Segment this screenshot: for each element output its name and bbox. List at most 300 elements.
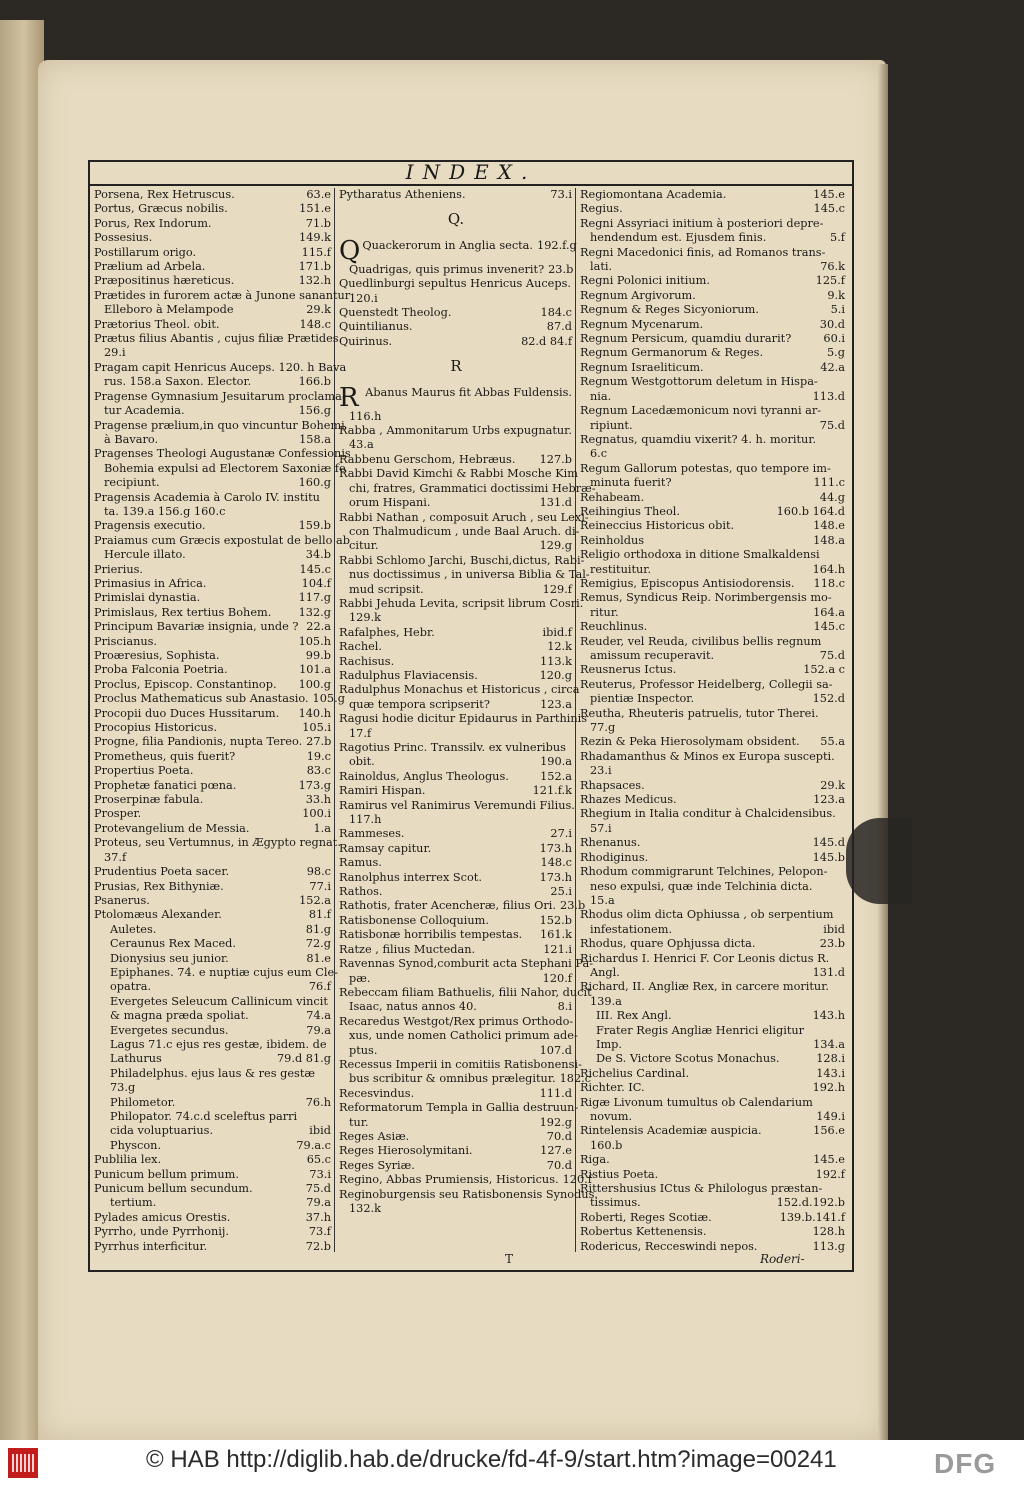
index-column-3 [578, 188, 848, 1252]
entry-text: Publilia lex. [94, 1153, 162, 1167]
index-entry [92, 519, 334, 533]
index-entry [578, 318, 848, 332]
entry-text: Hercule illato. [104, 548, 186, 562]
initial-letter: R [339, 382, 359, 413]
entry-reference: 29.k [306, 303, 331, 317]
entry-reference: 132.h [298, 274, 331, 288]
entry-text: Proba Falconia Poetria. [94, 663, 228, 677]
entry-text: lati. [590, 260, 613, 274]
entry-text: Reineccius Historicus obit. [580, 519, 735, 533]
entry-text: Regum Gallorum potestas, quo tempore im- [580, 461, 831, 475]
entry-reference: 27.i [550, 827, 572, 841]
entry-reference: 159.b [298, 519, 331, 533]
entry-text: novum. [590, 1110, 633, 1123]
entry-text: Reutha, Rheuteris patruelis, tutor Therei. [580, 706, 819, 720]
index-entry [578, 1096, 848, 1110]
index-entry [578, 1024, 848, 1038]
index-entry [337, 683, 580, 697]
entry-text: Rachisus. [339, 654, 395, 668]
index-entry [337, 292, 575, 306]
index-entry [578, 188, 848, 202]
index-entry [578, 419, 848, 433]
entry-reference: ibid [823, 922, 845, 936]
entry-reference: 128.h [812, 1225, 845, 1239]
index-entry [578, 764, 848, 778]
index-entry [337, 510, 589, 525]
index-entry [337, 1072, 592, 1086]
entry-text: Regnum Westgottorum deletum in Hispa- [580, 375, 818, 389]
entry-text: Propertius Poeta. [94, 764, 194, 778]
entry-reference: 5.f [830, 231, 845, 245]
entry-text: Rhapsaces. [580, 778, 645, 792]
index-entry [337, 842, 575, 856]
index-entry [337, 770, 575, 784]
entry-reference: 121.i [543, 942, 572, 956]
index-entry [92, 894, 334, 908]
entry-text: 57.i [590, 821, 612, 835]
entry-reference: 71.b [305, 216, 331, 230]
index-entry [578, 534, 848, 548]
catchword: Roderi- [760, 1252, 805, 1266]
entry-reference: 125.f [815, 274, 845, 288]
entry-text: quæ tempora scripserit? [349, 697, 490, 711]
index-entry [337, 583, 575, 597]
entry-text: Regius. [580, 202, 623, 216]
entry-reference: 127.b [539, 452, 572, 466]
entry-reference: 105.h [298, 634, 331, 648]
index-entry [92, 1096, 334, 1110]
footer-copyright-link[interactable]: © HAB http://diglib.hab.de/drucke/fd-4f-9/start.htm?image=00241 [146, 1446, 837, 1473]
index-entry [578, 937, 848, 951]
entry-reference: 160.b 164.d [776, 504, 845, 518]
index-entry [92, 1067, 334, 1081]
index-entry [337, 524, 580, 539]
index-entry [92, 807, 334, 821]
index-entry [92, 1182, 334, 1196]
entry-reference: 121.f.k [532, 784, 572, 798]
index-entry [578, 505, 848, 519]
entry-text: Rainoldus, Anglus Theologus. [339, 769, 509, 783]
entry-text: 43.a [349, 438, 374, 452]
index-entry [92, 188, 334, 202]
entry-text: mud scripsit. [349, 582, 424, 596]
entry-text: ritur. [590, 605, 619, 619]
index-entry [92, 692, 345, 706]
entry-reference: 73.i [309, 1167, 331, 1181]
index-entry [337, 306, 575, 320]
entry-text: Rachel. [339, 640, 382, 654]
entry-text: Rhodiginus. [580, 850, 649, 864]
entry-text: 160.b [590, 1138, 623, 1152]
entry-reference: 8.i [557, 1000, 572, 1014]
entry-text: Rhegium in Italia conditur à Chalcidensibus. [580, 807, 836, 821]
entry-reference: 81.g [305, 922, 331, 936]
entry-reference: 81.f [308, 908, 331, 922]
index-entry [337, 1202, 575, 1216]
entry-text: Reformatorum Templa in Gallia destruun- [339, 1101, 579, 1115]
entry-reference: 152.a [540, 769, 572, 783]
entry-text: Reges Asiæ. [339, 1129, 410, 1143]
entry-text: Procopii duo Duces Hussitarum. [94, 706, 280, 720]
entry-reference: 145.b [812, 850, 845, 864]
entry-reference: 152.d [812, 692, 845, 706]
entry-reference: 173.h [539, 870, 572, 884]
index-entry [337, 539, 575, 553]
entry-reference: 145.c [813, 620, 845, 634]
index-entry [337, 1029, 578, 1043]
index-entry [337, 899, 586, 913]
entry-reference: 1.a [313, 821, 331, 835]
index-entry [337, 698, 575, 712]
entry-reference: 152.a [299, 893, 331, 907]
entry-reference: 63.e [306, 188, 331, 201]
entry-text: Regnum Persicum, quamdiu durarit? [580, 332, 792, 346]
index-entry [578, 1081, 848, 1095]
entry-text: Dionysius seu junior. [110, 951, 229, 965]
index-entry [578, 692, 848, 706]
entry-reference: 73.i [550, 188, 572, 201]
index-entry [578, 822, 848, 836]
entry-text: Rabbi Nathan , composuit Aruch , seu Lexi- [339, 510, 589, 524]
entry-reference: 77.i [309, 879, 331, 893]
entry-text: Ceraunus Rex Maced. [110, 937, 236, 951]
entry-text: Religio orthodoxa in ditione Smalkaldensi [580, 548, 820, 562]
entry-text: Physcon. [110, 1138, 162, 1152]
entry-reference: 111.c [813, 476, 845, 490]
entry-text: 17.f [349, 726, 372, 740]
entry-text: ta. 139.a 156.g 160.c [104, 504, 226, 518]
entry-text: minuta fuerit? [590, 476, 672, 490]
entry-reference: 19.c [306, 749, 331, 763]
entry-text: rus. 158.a Saxon. Elector. [104, 375, 252, 389]
entry-text: Procopius Historicus. [94, 721, 218, 735]
index-entry [92, 447, 351, 461]
entry-reference: 171.b [298, 260, 331, 274]
entry-text: xus, unde nomen Catholici primum ade- [349, 1029, 578, 1043]
entry-reference: 156.g [298, 404, 331, 418]
entry-reference: 115.f [301, 245, 331, 259]
index-entry [337, 669, 575, 683]
entry-reference: 22.a [306, 620, 331, 634]
entry-text: Possesius. [94, 231, 153, 245]
entry-text: 37.f [104, 850, 127, 864]
entry-text: Reinholdus [580, 533, 645, 547]
entry-reference: 139.b.141.f [779, 1210, 845, 1224]
index-entry [92, 591, 334, 605]
entry-text: Rhodus olim dicta Ophiussa , ob serpentium [580, 908, 834, 922]
entry-text: 116.h [349, 409, 382, 423]
entry-text: Rezin & Peka Hierosolymam obsident. [580, 735, 800, 749]
index-entry [578, 923, 848, 937]
entry-text: 139.a [590, 994, 622, 1008]
entry-text: Regnum Israeliticum. [580, 360, 704, 374]
entry-text: Ramiri Hispan. [339, 784, 426, 798]
entry-reference: 70.d [546, 1158, 572, 1172]
entry-reference: 148.a [813, 533, 845, 547]
entry-reference: 79.a [306, 1196, 331, 1210]
entry-text: Prophetæ fanatici pœna. [94, 778, 237, 792]
entry-text: Proæresius, Sophista. [94, 649, 220, 662]
index-entry [337, 188, 575, 202]
index-entry [92, 1168, 334, 1182]
entry-text: Regino, Abbas Prumiensis, Historicus. [339, 1173, 559, 1187]
index-entry [92, 735, 334, 749]
entry-text: Evergetes secundus. [110, 1023, 229, 1037]
index-entry [337, 438, 575, 452]
entry-reference: 120.f [562, 1173, 592, 1187]
footer-bar [0, 1440, 1024, 1486]
index-entry [337, 1187, 598, 1202]
entry-reference: 74.a [306, 1009, 331, 1023]
entry-text: Reusnerus Ictus. [580, 663, 677, 677]
index-entry [337, 957, 594, 971]
entry-text: 6.c [590, 447, 608, 461]
index-entry [578, 217, 848, 231]
entry-text: nia. [590, 389, 612, 403]
entry-reference: 87.d [546, 320, 572, 334]
index-entry [578, 807, 848, 821]
entry-reference: 160.g [298, 476, 331, 490]
entry-reference: 29.k [820, 778, 845, 792]
entry-text: 15.a [590, 893, 615, 907]
index-entry [578, 202, 848, 216]
entry-text: Præpositinus hæreticus. [94, 274, 235, 288]
index-entry [92, 649, 334, 663]
entry-reference: 161.k [540, 928, 572, 942]
entry-text: Principum Bavariæ insignia, unde ? [94, 620, 299, 634]
index-entry [578, 274, 848, 288]
entry-reference: 166.b [298, 375, 331, 389]
index-entry [92, 865, 334, 879]
index-entry [92, 246, 334, 260]
index-entry [92, 995, 334, 1009]
entry-text: Ramirus vel Ranimirus Veremundi Filius. [339, 798, 575, 812]
entry-reference: 152.b [539, 913, 572, 927]
entry-text: 23.i [590, 764, 612, 778]
entry-text: Bohemia expulsi ad Electorem Saxoniæ fe [104, 461, 346, 475]
entry-text: Ptolomæus Alexander. [94, 908, 222, 922]
entry-reference: 192.f.g [537, 238, 577, 252]
entry-reference: 148.e [813, 519, 845, 533]
dfg-logo: DFG [934, 1448, 997, 1479]
index-entry [92, 404, 334, 418]
entry-text: Prosper. [94, 807, 142, 821]
entry-text: Ramsay capitur. [339, 841, 432, 855]
page-edge [878, 64, 888, 1440]
entry-text: Frater Regis Angliæ Henrici eligitur [596, 1023, 805, 1037]
entry-text: Riga. [580, 1153, 610, 1167]
entry-reference: 129.g [539, 539, 572, 553]
entry-text: 73.g [110, 1081, 136, 1095]
index-entry [92, 548, 334, 562]
entry-reference: 65.c [306, 1153, 331, 1167]
entry-reference: 145.c [299, 562, 331, 576]
index-entry [578, 620, 848, 634]
entry-text: Progne, filia Pandionis, nupta Tereo. [94, 735, 303, 749]
index-entry [92, 1196, 334, 1210]
index-entry [92, 980, 334, 994]
entry-text: Richard, II. Angliæ Rex, in carcere moritur. [580, 980, 829, 994]
index-entry [337, 568, 590, 582]
index-entry [578, 1038, 848, 1052]
entry-text: Rhodus, quare Ophjussa dicta. [580, 937, 756, 951]
index-entry [578, 966, 848, 980]
entry-reference: 173.g [298, 778, 331, 792]
entry-text: Philometor. [110, 1095, 176, 1109]
entry-text: Recesvindus. [339, 1086, 415, 1100]
index-entry [578, 476, 848, 490]
index-entry [337, 813, 575, 827]
index-entry [578, 894, 848, 908]
index-entry [92, 1110, 334, 1124]
entry-reference: 5.i [830, 303, 845, 317]
entry-text: amissum recuperavit. [590, 649, 715, 662]
index-entry [337, 799, 575, 813]
index-entry [578, 577, 848, 591]
index-entry [92, 375, 334, 389]
entry-text: Prætus filius Abantis , cujus filiæ Prætides. [94, 332, 343, 346]
entry-text: Ranolphus interrex Scot. [339, 870, 482, 884]
entry-text: Radulphus Flaviacensis. [339, 668, 478, 682]
index-entry [92, 303, 334, 317]
index-entry [92, 1225, 334, 1239]
index-entry [337, 1144, 575, 1158]
index-entry [578, 491, 848, 505]
entry-reference: 23.b [548, 262, 574, 276]
entry-reference: 12.k [547, 640, 572, 654]
index-entry [92, 389, 346, 404]
index-entry [337, 320, 575, 334]
entry-text: hendendum est. Ejusdem finis. [590, 231, 767, 245]
index-entry [337, 727, 575, 741]
entry-text: Rigæ Livonum tumultus ob Calendarium [580, 1095, 813, 1109]
index-entry [578, 880, 848, 894]
index-entry [578, 707, 848, 721]
entry-text: pæ. [349, 971, 371, 985]
index-entry [92, 678, 334, 692]
section-letter: R [450, 357, 462, 376]
entry-text: Rintelensis Academiæ auspicia. [580, 1124, 762, 1138]
index-entry [578, 1240, 848, 1254]
entry-reference: 192.g [539, 1115, 572, 1129]
entry-text: Richter. IC. [580, 1081, 645, 1095]
entry-text: Quintilianus. [339, 320, 413, 334]
entry-reference: 128.i [816, 1052, 845, 1066]
entry-text: Quackerorum in Anglia secta. [362, 238, 534, 252]
entry-text: Abanus Maurus fit Abbas Fuldensis. [365, 385, 572, 399]
index-entry [92, 202, 334, 216]
entry-reference: 30.d [819, 317, 845, 331]
entry-text: Regnum Argivorum. [580, 288, 696, 302]
index-entry [92, 793, 334, 807]
index-entry [92, 1024, 334, 1038]
entry-text: Reuder, vel Reuda, civilibus bellis regnum [580, 634, 822, 648]
entry-reference: 23.b [819, 937, 845, 951]
entry-text: Pylades amicus Orestis. [94, 1210, 231, 1224]
signature-mark: T [505, 1252, 514, 1266]
index-entry [337, 856, 575, 870]
entry-text: cida voluptuarius. [110, 1124, 214, 1138]
index-entry [92, 822, 334, 836]
entry-text: Auletes. [110, 922, 157, 936]
entry-text: Rhodum commigrarunt Telchines, Pelopon- [580, 865, 828, 879]
index-entry [92, 433, 334, 447]
entry-text: Rhadamanthus & Minos ex Europa suscepti. [580, 749, 835, 763]
entry-text: Pragense prælium,in quo vincuntur Bohemi [94, 418, 345, 432]
entry-text: Reihingius Theol. [580, 504, 680, 518]
entry-reference: 113.k [540, 654, 572, 668]
entry-reference: 190.a [540, 755, 572, 769]
index-entry [578, 447, 848, 461]
entry-text: Rabbi Jehuda Levita, scripsit librum Cosri. [339, 596, 584, 610]
entry-reference: 120.g [539, 668, 572, 682]
entry-text: Protevangelium de Messia. [94, 821, 250, 835]
index-entry [578, 721, 848, 735]
index-entry [578, 289, 848, 303]
entry-reference: 33.h [305, 793, 331, 807]
index-entry [337, 712, 588, 726]
entry-text: Reginoburgensis seu Ratisbonensis Synodus. [339, 1187, 598, 1201]
entry-reference: 149.i [816, 1110, 845, 1123]
entry-reference: 158.a [299, 432, 331, 446]
entry-text: Praiamus cum Græcis expostulat de bello ab [94, 533, 350, 547]
index-entry [578, 750, 848, 764]
index-entry [337, 611, 575, 625]
entry-reference: 5.g [826, 346, 845, 360]
entry-text: Robertus Kettenensis. [580, 1225, 707, 1239]
index-entry [92, 533, 350, 548]
index-entry [578, 678, 848, 692]
hab-logo-icon [8, 1448, 38, 1478]
entry-text: Reges Hierosolymitani. [339, 1144, 473, 1158]
entry-text: Quenstedt Theolog. [339, 306, 452, 320]
entry-text: Rabbi Schlomo Jarchi, Buschi,dictus, Rabi- [339, 553, 585, 567]
entry-reference: 148.c [540, 856, 572, 870]
index-entry [92, 346, 334, 360]
index-entry [337, 1015, 575, 1029]
entry-reference: 72.b [305, 1239, 331, 1253]
entry-text: Pragense Gymnasium Jesuitarum proclama- [94, 389, 346, 403]
entry-reference: 132.g [298, 605, 331, 619]
entry-reference: 129.f [542, 582, 572, 596]
entry-text: Pragensis Academia à Carolo IV. institu [94, 490, 320, 504]
entry-text: & magna præda spoliat. [110, 1009, 249, 1023]
index-entry [337, 335, 575, 349]
index-entry [578, 1124, 848, 1138]
entry-reference: 149.k [299, 231, 331, 245]
index-entry [337, 655, 575, 669]
entry-text: Ragotius Princ. Transsilv. ex vulneribus [339, 741, 566, 754]
index-entry [92, 779, 334, 793]
index-entry [578, 649, 848, 663]
index-entry [337, 928, 575, 942]
entry-reference: 192.f [815, 1167, 845, 1181]
index-entry [337, 496, 575, 510]
entry-text: Regni Macedonici finis, ad Romanos trans- [580, 245, 826, 259]
index-entry [578, 1009, 848, 1023]
index-entry [578, 1225, 848, 1239]
index-entry [337, 1101, 579, 1115]
entry-text: 132.k [349, 1202, 381, 1215]
entry-reference: 25.i [550, 885, 572, 899]
index-entry [92, 360, 347, 375]
entry-reference: 101.a [299, 663, 331, 677]
entry-reference: 105.i [302, 721, 331, 735]
entry-reference: 100.i [302, 807, 331, 821]
entry-reference: 152.d.192.b [776, 1196, 845, 1210]
entry-text: Imp. [596, 1037, 622, 1051]
index-entry [337, 424, 575, 438]
